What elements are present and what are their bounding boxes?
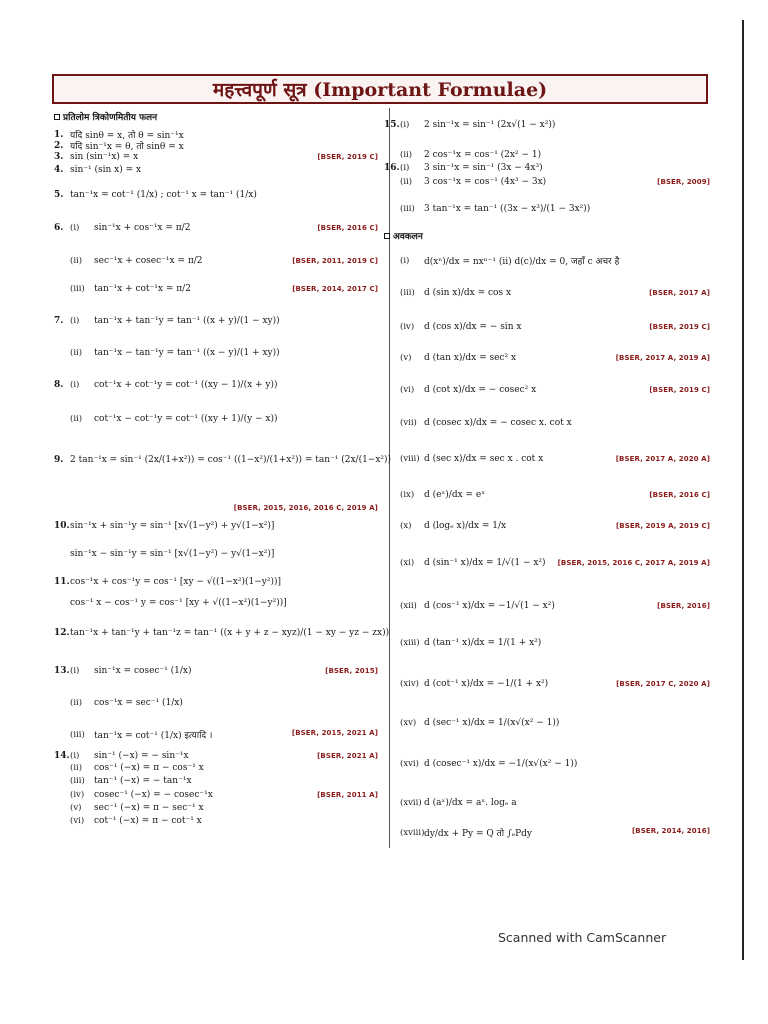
formula-text: tan⁻¹x = cot⁻¹ (1/x) ; cot⁻¹ x = tan⁻¹ (1/x)	[70, 190, 257, 200]
formula-line	[384, 558, 546, 568]
formula-line	[54, 284, 191, 294]
formula-line	[384, 163, 543, 173]
formula-subpart: (viii)	[400, 454, 420, 464]
formula-line	[384, 177, 546, 187]
formula-text: cosec⁻¹ (−x) = − cosec⁻¹x	[94, 790, 213, 800]
formula-text: d (cot⁻¹ x)/dx = −1/(1 + x²)	[424, 679, 549, 689]
formula-text: 2 cos⁻¹x = cos⁻¹ (2x² − 1)	[424, 150, 542, 160]
formula-number: 14.	[54, 751, 70, 761]
formula-line	[384, 679, 548, 689]
formula-text: tan⁻¹x = cot⁻¹ (1/x) इत्यादि ।	[94, 731, 213, 741]
exam-reference: [BSER, 2016 C]	[649, 491, 710, 499]
formula-subpart: (xvi)	[400, 759, 419, 769]
formula-text: sec⁻¹ (−x) = π − sec⁻¹ x	[94, 803, 204, 813]
formula-line	[54, 165, 141, 175]
formula-text: d (sec x)/dx = sec x . cot x	[424, 454, 544, 464]
formula-number: 16.	[384, 163, 400, 173]
formula-number: 13.	[54, 666, 70, 676]
formula-text: 3 sin⁻¹x = sin⁻¹ (3x − 4x³)	[424, 163, 543, 173]
formula-line	[54, 751, 189, 761]
formula-subpart: (xiii)	[400, 638, 420, 648]
exam-reference: [BSER, 2019 C]	[317, 153, 378, 161]
formula-text: sin⁻¹x = cosec⁻¹ (1/x)	[94, 666, 192, 676]
formula-line	[384, 718, 559, 728]
formula-number: 5.	[54, 190, 64, 200]
right-column	[384, 108, 714, 853]
exam-reference: [BSER, 2011, 2019 C]	[292, 257, 378, 265]
formula-subpart: (i)	[70, 666, 80, 676]
formula-text: d (aˣ)/dx = aˣ. logₑ a	[424, 798, 517, 808]
formula-subpart: (vi)	[400, 385, 415, 395]
formula-line	[54, 139, 184, 152]
formula-subpart: (ii)	[400, 150, 413, 160]
exam-reference: [BSER, 2016 C]	[317, 224, 378, 232]
formula-text: 2 tan⁻¹x = sin⁻¹ (2x/(1+x²)) = cos⁻¹ ((1−x²)/(1+x²)) = tan⁻¹ (2x/(1−x²))	[70, 455, 392, 465]
formula-number: 6.	[54, 223, 64, 233]
formula-line	[384, 288, 511, 298]
formula-subpart: (xiv)	[400, 679, 419, 689]
formula-line	[54, 223, 190, 233]
formula-subpart: (ii)	[70, 763, 83, 773]
exam-reference: [BSER, 2011 A]	[317, 791, 378, 799]
formula-subpart: (ii)	[70, 256, 83, 266]
formula-subpart: (i)	[400, 163, 410, 173]
left-column	[54, 108, 392, 853]
formula-text: sin⁻¹ (sin x) = x	[70, 165, 142, 175]
formula-subpart: (i)	[400, 120, 410, 130]
section-heading-differentiation	[384, 229, 423, 242]
formula-subpart: (iii)	[70, 729, 85, 740]
formula-text: dy/dx + Py = Q तो ∫ₑPdy	[424, 829, 533, 839]
formula-subpart: (v)	[70, 803, 82, 813]
exam-reference: [BSER, 2016]	[657, 602, 710, 610]
formula-text: cot⁻¹ (−x) = π − cot⁻¹ x	[94, 816, 202, 826]
formula-text: tan⁻¹x + tan⁻¹y + tan⁻¹z = tan⁻¹ ((x + y + z − xyz)/(1 − xy − yz − zx))	[70, 628, 390, 638]
formula-subpart: (i)	[400, 255, 410, 266]
formula-subpart: (iii)	[400, 204, 415, 214]
exam-reference: [BSER, 2009]	[657, 178, 710, 186]
formula-subpart: (iii)	[70, 776, 85, 786]
formula-subpart: (i)	[70, 380, 80, 390]
formula-line	[54, 763, 204, 773]
formula-line	[384, 418, 572, 428]
formula-number: 8.	[54, 380, 64, 390]
formula-text: sin⁻¹x + cos⁻¹x = π/2	[94, 223, 191, 233]
page-edge-line	[742, 20, 744, 960]
formula-text: cos⁻¹ (−x) = π − cos⁻¹ x	[94, 763, 204, 773]
formula-text: tan⁻¹x − tan⁻¹y = tan⁻¹ ((x − y)/(1 + xy))	[94, 348, 280, 358]
formula-subpart: (xv)	[400, 718, 417, 728]
formula-text: d(xⁿ)/dx = nxⁿ⁻¹ (ii) d(c)/dx = 0, जहाँ c अचर है	[424, 257, 620, 267]
formula-text: d (sin⁻¹ x)/dx = 1/√(1 − x²)	[424, 558, 546, 568]
formula-line	[54, 776, 192, 786]
formula-subpart: (i)	[70, 751, 80, 761]
section-heading-inverse-trig	[54, 110, 157, 123]
formula-text: d (cosec⁻¹ x)/dx = −1/(x√(x² − 1))	[424, 759, 578, 769]
formula-text: cot⁻¹x + cot⁻¹y = cot⁻¹ ((xy − 1)/(x + y))	[94, 380, 278, 390]
formula-text: d (cos x)/dx = − sin x	[424, 322, 522, 332]
formula-text: यदि sinθ = x, तो θ = sin⁻¹x	[70, 131, 184, 141]
formula-number: 7.	[54, 316, 64, 326]
formula-number: 12.	[54, 628, 70, 638]
section-heading-text: अवकलन	[393, 232, 423, 242]
formula-text: cot⁻¹x − cot⁻¹y = cot⁻¹ ((xy + 1)/(y − x))	[94, 414, 278, 424]
formula-subpart: (xviii)	[400, 827, 425, 838]
exam-reference: [BSER, 2015]	[325, 667, 378, 675]
formula-subpart: (iii)	[400, 288, 415, 298]
formula-line	[384, 521, 506, 531]
formula-text: cos⁻¹ x − cos⁻¹ y = cos⁻¹ [xy + √((1−x²)(1−y²))]	[70, 598, 287, 608]
exam-reference: [BSER, 2014, 2017 C]	[292, 285, 378, 293]
formula-line	[54, 790, 213, 800]
formula-line	[384, 490, 485, 500]
formula-text: d (eˣ)/dx = eˣ	[424, 490, 486, 500]
formula-text: d (sec⁻¹ x)/dx = 1/(x√(x² − 1))	[424, 718, 560, 728]
formula-text: sin⁻¹x − sin⁻¹y = sin⁻¹ [x√(1−y²) − y√(1−x²)]	[70, 549, 275, 559]
title-banner	[52, 74, 708, 104]
exam-reference: [BSER, 2017 A, 2019 A]	[615, 354, 710, 362]
formula-subpart: (i)	[70, 316, 80, 326]
formula-line	[54, 521, 274, 531]
formula-line	[384, 150, 541, 160]
formula-text: 3 tan⁻¹x = tan⁻¹ ((3x − x³)/(1 − 3x²))	[424, 204, 591, 214]
formula-number: 1.	[54, 129, 64, 140]
formula-text: tan⁻¹ (−x) = − tan⁻¹x	[94, 776, 192, 786]
formula-text: d (cosec x)/dx = − cosec x. cot x	[424, 418, 572, 428]
formula-text: d (sin x)/dx = cos x	[424, 288, 512, 298]
formula-text: sin (sin⁻¹x) = x	[70, 152, 139, 162]
exam-reference: [BSER, 2017 A, 2020 A]	[615, 455, 710, 463]
exam-reference: [BSER, 2014, 2016]	[631, 827, 710, 835]
formula-line	[54, 803, 204, 813]
exam-reference: [BSER, 2015, 2016 C, 2017 A, 2019 A]	[557, 559, 710, 567]
formula-line	[384, 798, 517, 808]
checkbox-square-icon	[54, 114, 60, 120]
formula-text: यदि sin⁻¹x = θ, तो sinθ = x	[70, 142, 184, 152]
formula-line	[384, 601, 555, 611]
formula-number: 4.	[54, 165, 64, 175]
formula-line	[384, 120, 555, 130]
formula-line	[384, 385, 536, 395]
checkbox-square-icon	[384, 233, 390, 239]
formula-line	[384, 254, 619, 267]
formula-subpart: (iv)	[70, 790, 85, 800]
formula-line	[54, 348, 280, 358]
formula-line	[54, 549, 274, 559]
formula-number: 15.	[384, 120, 400, 130]
formula-number: 9.	[54, 455, 64, 465]
formula-text: tan⁻¹x + cot⁻¹x = π/2	[94, 284, 191, 294]
formula-subpart: (ii)	[400, 177, 413, 187]
formula-line	[54, 380, 278, 390]
formula-subpart: (iii)	[70, 284, 85, 294]
formula-text: 3 cos⁻¹x = cos⁻¹ (4x³ − 3x)	[424, 177, 547, 187]
formula-text: tan⁻¹x + tan⁻¹y = tan⁻¹ ((x + y)/(1 − xy))	[94, 316, 280, 326]
exam-reference: [BSER, 2015, 2021 A]	[291, 729, 378, 737]
formula-subpart: (ii)	[70, 698, 83, 708]
formula-line	[54, 414, 278, 424]
formula-subpart: (ii)	[70, 348, 83, 358]
formula-line	[54, 628, 389, 638]
formula-number: 10.	[54, 521, 70, 531]
formula-line	[54, 728, 212, 741]
formula-number: 3.	[54, 152, 64, 162]
exam-reference: [BSER, 2019 A, 2019 C]	[616, 522, 710, 530]
exam-reference: [BSER, 2019 C]	[649, 323, 710, 331]
formula-line	[54, 816, 202, 826]
formula-text: sin⁻¹ (−x) = − sin⁻¹x	[94, 751, 189, 761]
formula-text: cos⁻¹x + cos⁻¹y = cos⁻¹ [xy − √((1−x²)(1−y²))]	[70, 577, 282, 587]
formula-line	[384, 826, 532, 839]
formula-text: cos⁻¹x = sec⁻¹ (1/x)	[94, 698, 183, 708]
formula-text: d (tan⁻¹ x)/dx = 1/(1 + x²)	[424, 638, 542, 648]
formula-line	[54, 666, 192, 676]
formula-line	[54, 598, 287, 608]
formula-text: sec⁻¹x + cosec⁻¹x = π/2	[94, 256, 203, 266]
section-heading-text: प्रतिलोम त्रिकोणमितीय फलन	[63, 113, 158, 123]
formula-line	[54, 316, 280, 326]
exam-reference: [BSER, 2017 C, 2020 A]	[616, 680, 710, 688]
page-title: महत्त्वपूर्ण सूत्र (Important Formulae)	[212, 79, 548, 101]
formula-subpart: (ii)	[70, 414, 83, 424]
formula-line	[54, 256, 203, 266]
exam-reference: [BSER, 2021 A]	[317, 752, 378, 760]
formula-line	[384, 353, 516, 363]
formula-line	[54, 698, 183, 708]
formula-line	[384, 322, 521, 332]
formula-subpart: (x)	[400, 521, 412, 531]
formula-subpart: (i)	[70, 223, 80, 233]
formula-line	[384, 204, 590, 214]
formula-subpart: (xii)	[400, 601, 417, 611]
exam-reference: [BSER, 2019 C]	[649, 386, 710, 394]
formula-number: 2.	[54, 140, 64, 151]
formula-subpart: (vii)	[400, 418, 417, 428]
formula-line	[54, 577, 281, 587]
formula-subpart: (v)	[400, 353, 412, 363]
exam-reference: [BSER, 2017 A]	[649, 289, 710, 297]
formula-text: 2 sin⁻¹x = sin⁻¹ (2x√(1 − x²))	[424, 120, 556, 130]
formula-line	[384, 759, 577, 769]
formula-subpart: (ix)	[400, 490, 415, 500]
formula-text: d (cot x)/dx = − cosec² x	[424, 385, 537, 395]
formula-line	[54, 152, 138, 162]
formula-text: d (logₑ x)/dx = 1/x	[424, 521, 507, 531]
formula-subpart: (iv)	[400, 322, 415, 332]
formula-line	[54, 455, 391, 465]
formula-text: d (tan x)/dx = sec² x	[424, 353, 517, 363]
formula-subpart: (xvii)	[400, 798, 422, 808]
formula-text: d (cos⁻¹ x)/dx = −1/√(1 − x²)	[424, 601, 555, 611]
formula-subpart: (vi)	[70, 816, 85, 826]
formula-number: 11.	[54, 577, 70, 587]
formula-line	[384, 454, 543, 464]
exam-reference: [BSER, 2015, 2016, 2016 C, 2019 A]	[233, 504, 378, 512]
formula-subpart: (xi)	[400, 558, 415, 568]
formula-text: sin⁻¹x + sin⁻¹y = sin⁻¹ [x√(1−y²) + y√(1−x²)]	[70, 521, 275, 531]
scanner-watermark: Scanned with CamScanner	[498, 930, 667, 945]
formula-line	[384, 638, 541, 648]
formula-line	[54, 190, 257, 200]
